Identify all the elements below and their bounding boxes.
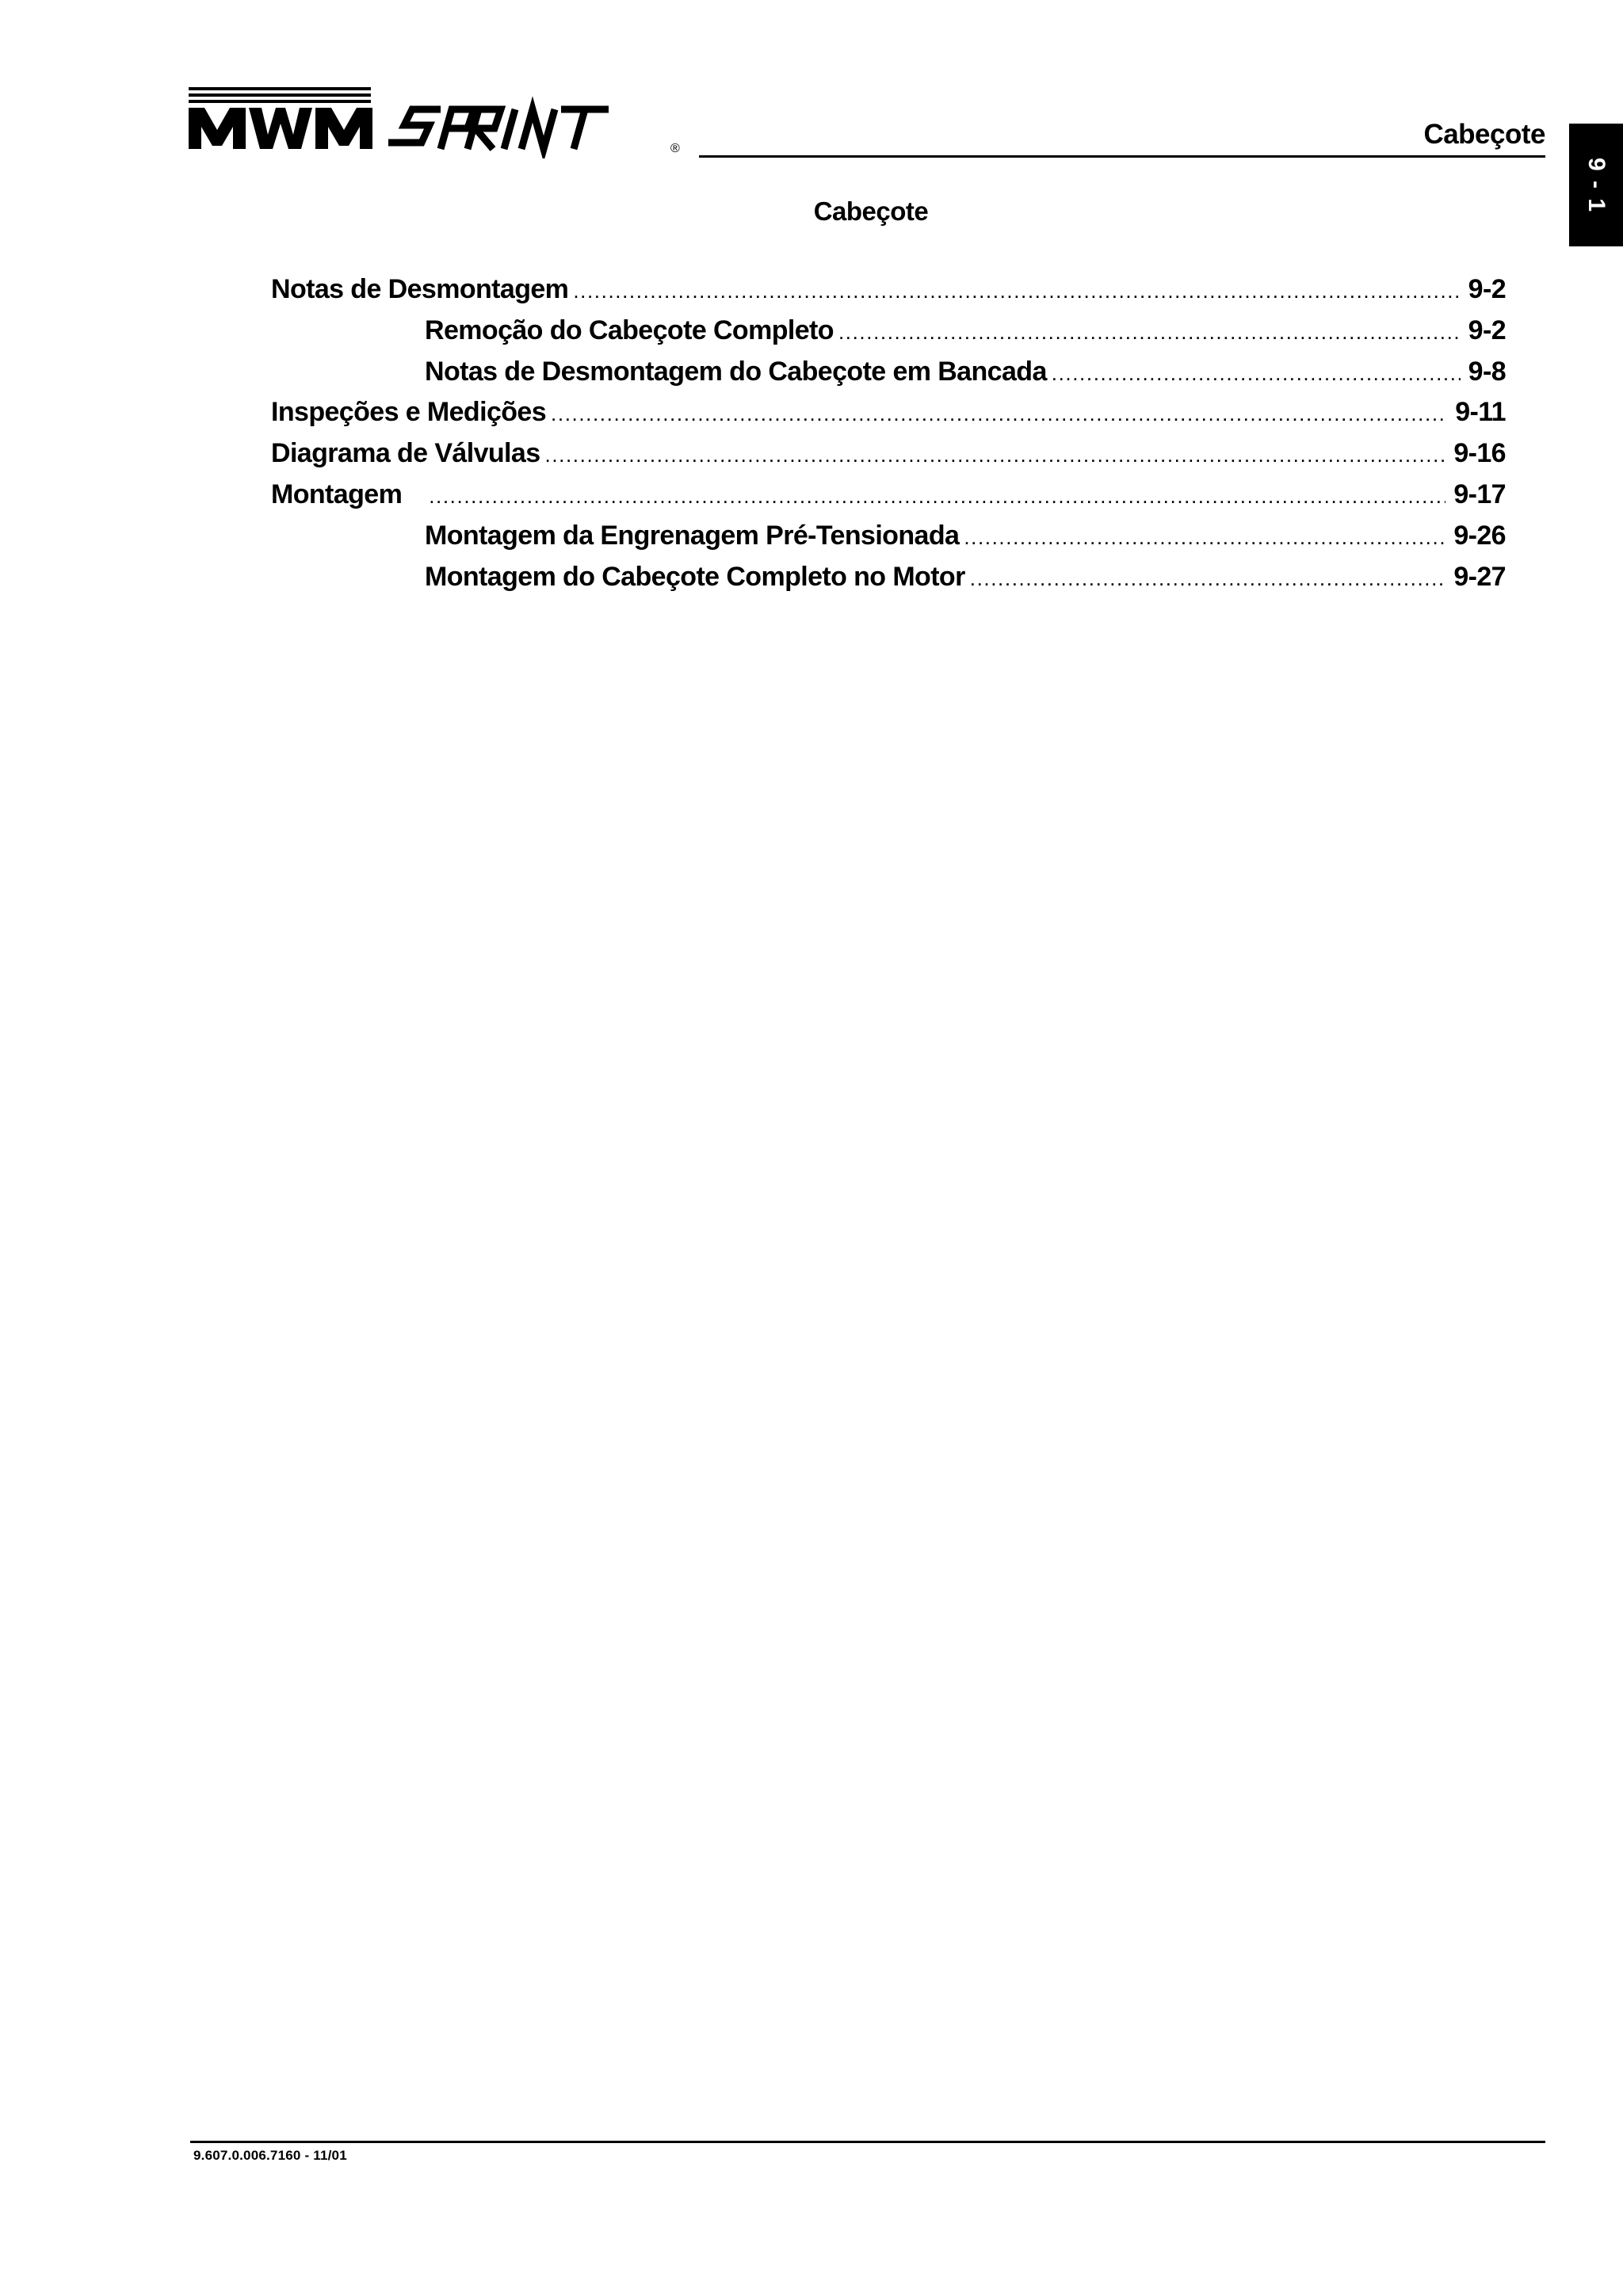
- registered-mark: ®: [670, 142, 680, 155]
- footer-rule: [190, 2141, 1545, 2143]
- toc-leader-dots: [970, 566, 1446, 591]
- toc-leader-dots: [545, 443, 1446, 467]
- toc-entry-label: Montagem da Engrenagem Pré-Tensionada: [425, 520, 960, 551]
- chapter-title: Cabeçote: [1423, 119, 1545, 150]
- section-title: Cabeçote: [813, 196, 929, 226]
- toc-entry-page: 9-2: [1468, 274, 1506, 304]
- toc-entry-label: Notas de Desmontagem do Cabeçote em Bancada: [425, 356, 1047, 387]
- toc-entry-page: 9-2: [1468, 315, 1506, 345]
- toc-row[interactable]: [271, 521, 1506, 562]
- toc-entry-label: Notas de Desmontagem: [271, 274, 569, 304]
- toc-row[interactable]: [271, 315, 1506, 357]
- toc-entry-label: Montagem: [271, 479, 403, 509]
- toc-row[interactable]: [271, 479, 1506, 521]
- toc-row[interactable]: [271, 438, 1506, 479]
- toc-row[interactable]: [271, 397, 1506, 438]
- table-of-contents: [271, 274, 1506, 602]
- toc-entry-page: 9-11: [1455, 397, 1506, 428]
- document-code: 9.607.0.006.7160 - 11/01: [193, 2148, 347, 2163]
- toc-entry-page: 9-27: [1453, 561, 1506, 592]
- toc-entry-label: Diagrama de Válvulas: [271, 438, 540, 469]
- toc-entry-page: 9-26: [1453, 520, 1506, 551]
- toc-leader-dots: [964, 525, 1445, 550]
- toc-row[interactable]: [271, 357, 1506, 398]
- toc-entry-label: Inspeções e Medições: [271, 397, 547, 428]
- toc-leader-dots: [551, 402, 1447, 426]
- chapter-tab-label: 9 - 1: [1583, 157, 1610, 213]
- toc-leader-dots: [573, 279, 1460, 303]
- toc-entry-page: 9-17: [1453, 479, 1506, 509]
- toc-entry-label: Remoção do Cabeçote Completo: [425, 315, 834, 345]
- toc-leader-dots: [1052, 361, 1461, 386]
- mwm-sprint-logo: [189, 86, 696, 158]
- toc-row[interactable]: [271, 562, 1506, 603]
- toc-entry-label: Montagem do Cabeçote Completo no Motor: [425, 561, 965, 592]
- toc-row[interactable]: [271, 274, 1506, 315]
- toc-leader-dots: [838, 320, 1461, 345]
- toc-entry-page: 9-8: [1468, 356, 1506, 387]
- toc-entry-page: 9-16: [1453, 438, 1506, 469]
- toc-leader-dots: [429, 484, 1445, 509]
- header-rule: [699, 155, 1545, 158]
- chapter-tab: [1569, 124, 1623, 246]
